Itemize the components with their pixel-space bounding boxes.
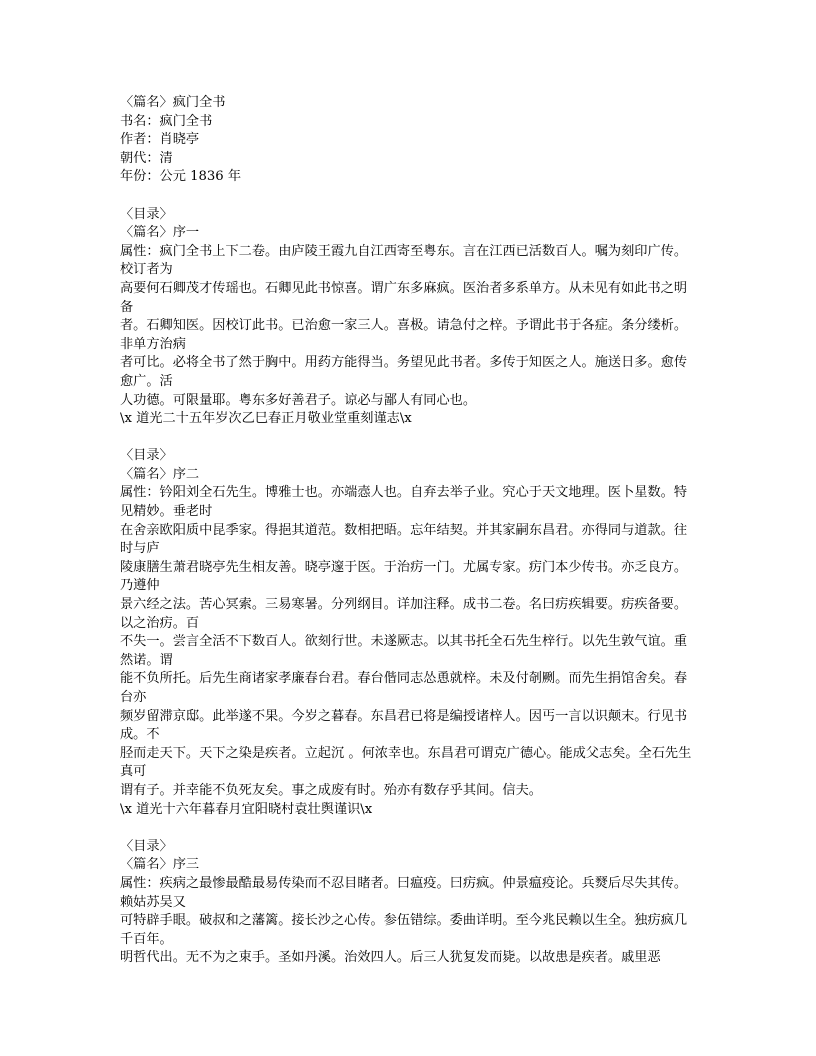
header-author: 作者：肖晓亭 (120, 132, 200, 148)
paragraph-line: 人功德。可限量耶。粤东多好善君子。谅必与鄙人有同心也。 (120, 392, 477, 408)
paragraph-line: 在舍亲欧阳质中昆季家。得挹其道范。数相把晤。忘年结契。并其家嗣东昌君。亦得同与道款。往时与庐 (120, 522, 688, 557)
catalog-label: 〈目录〉 (120, 838, 173, 854)
section-preface-1 (120, 206, 696, 429)
signature-line: \x 道光二十五年岁次乙巳春正月敬业堂重刻谨志\x (120, 411, 412, 427)
paragraph-line: 者。石卿知医。因校订此书。已治愈一家三人。喜极。请急付之梓。予谓此书于各症。条分缕析。非单方治病 (120, 318, 688, 352)
catalog-label: 〈目录〉 (120, 206, 173, 222)
paragraph-line: 陵康膳生萧君晓亭先生相友善。晓亭邃于医。于治疠一门。尤属专家。疠门本少传书。亦乏良方。乃遵仲 (120, 559, 688, 594)
chapter-title: 〈篇名〉序二 (120, 466, 200, 482)
header-year: 年份：公元 1836 年 (120, 169, 242, 185)
paragraph-line: 胫而走天下。天下之染是疾者。立起沉 。何浓幸也。东昌君可谓克广德心。能成父志矣。全石先生真可 (120, 745, 692, 780)
paragraph-line: 可特辟手眼。破叔和之藩篱。接长沙之心传。参伍错综。委曲详明。至今兆民赖以生全。独疠疯几千百年。 (120, 913, 688, 947)
chapter-title: 〈篇名〉序三 (120, 857, 200, 873)
section-spacer (120, 429, 696, 448)
paragraph-line: 属性：钤阳刘全石先生。博雅士也。亦端悫人也。自弃去举子业。究心于天文地理。医卜星数。特见精妙。垂老时 (120, 485, 688, 520)
paragraph-line: 谓有子。并幸能不负死友矣。事之成废有时。殆亦有数存乎其间。信夫。 (120, 782, 542, 798)
paragraph-line: 不失一。尝言全活不下数百人。欲刻行世。未遂厥志。以其书托全石先生梓行。以先生敦气谊。重然诺。谓 (120, 634, 688, 668)
document-page (120, 94, 696, 968)
paragraph-line: 属性：疾病之最惨最酷最易传染而不忍目睹者。曰瘟疫。曰疠疯。仲景瘟疫论。兵燹后尽失其传。赖姑苏吴又 (120, 875, 688, 910)
signature-line: \x 道光十六年暮春月宜阳晓村袁壮舆谨识\x (120, 801, 373, 817)
paragraph-line: 高要何石卿茂才传瑶也。石卿见此书惊喜。谓广东多麻疯。医治者多系单方。从未见有如此书之明备 (120, 280, 688, 315)
paragraph-line: 景六经之法。苦心冥索。三易寒暑。分列纲目。详加注释。成书二卷。名曰疠疾辑要。疠疾备要。以之治疠。百 (120, 597, 688, 631)
paragraph-line: 频岁留滞京邸。此举遂不果。今岁之暮春。东昌君已将是编授诸梓人。因丐一言以识颠末。行见书成。不 (120, 708, 688, 743)
paragraph-line: 能不负所托。后先生商诸家孝廉春台君。春台偕同志怂恿就梓。未及付剞劂。而先生捐馆舍矣。春台亦 (120, 671, 688, 705)
header-title-line: 〈篇名〉疯门全书 (120, 95, 226, 110)
header-book-name: 书名：疯门全书 (120, 113, 213, 129)
section-spacer (120, 819, 696, 838)
section-spacer (120, 187, 696, 206)
catalog-label: 〈目录〉 (120, 448, 173, 464)
section-preface-3 (120, 838, 696, 968)
chapter-title: 〈篇名〉序一 (120, 225, 200, 241)
paragraph-line: 者可比。必将全书了然于胸中。用药方能得当。务望见此书者。多传于知医之人。施送日多。愈传愈广。活 (120, 355, 688, 389)
paragraph-line: 属性：疯门全书上下二卷。由庐陵王霞九自江西寄至粤东。言在江西已活数百人。嘱为刻印广传。校订者为 (120, 243, 688, 278)
section-preface-2 (120, 447, 696, 819)
paragraph-line: 明哲代出。无不为之束手。圣如丹溪。治效四人。后三人犹复发而毙。以故患是疾者。戚里恶 (120, 950, 661, 966)
header-dynasty: 朝代：清 (120, 150, 173, 166)
